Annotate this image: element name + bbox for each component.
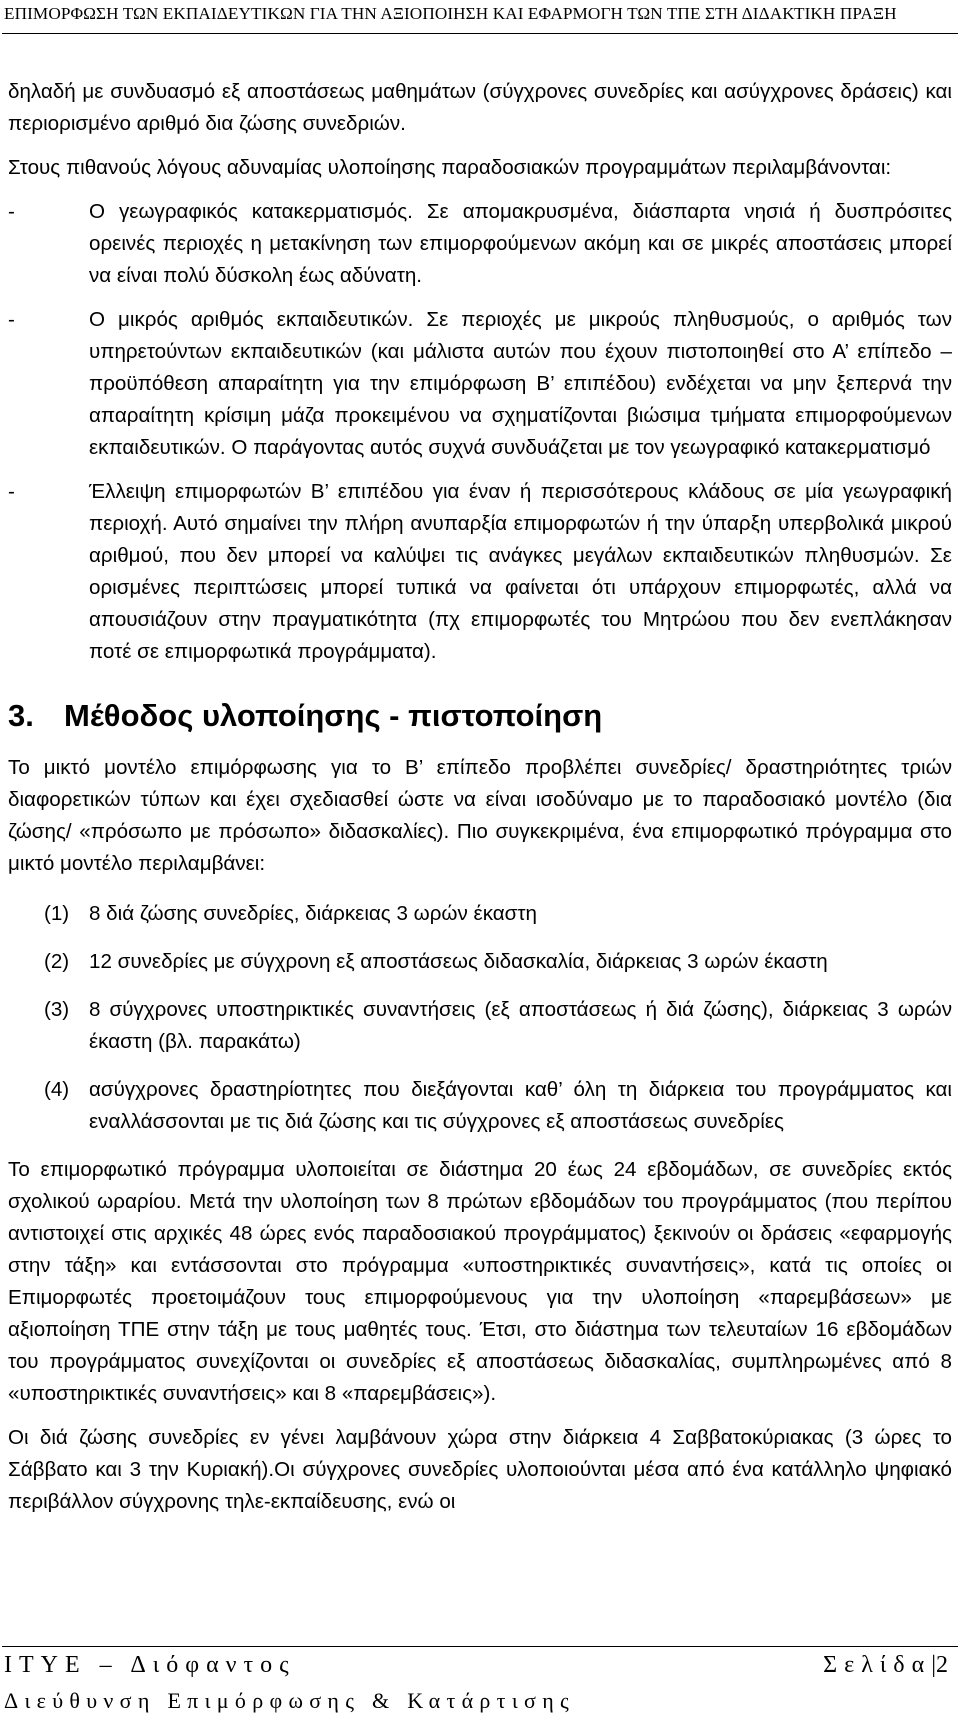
reasons-intro-paragraph: Στους πιθανούς λόγους αδυναμίας υλοποίησης παραδοσιακών προγραμμάτων περιλαμβάνονται: xyxy=(8,156,892,179)
bullet-item-few-teachers xyxy=(8,304,952,464)
final-paragraph: Οι διά ζώσης συνεδρίες εν γένει λαμβάνουν χώρα στην διάρκεια 4 Σαββατοκύριακας (3 ώρες το Σάββατο και 3 την Κυριακή).Οι σύγχρονες συνεδρίες υλοποιούνται μέσα από ένα κατάλληλο ψηφιακό περιβάλλον σύγχρονης τηλε-εκπαίδευσης, ενώ οι xyxy=(8,1426,952,1513)
bullet-dash: - xyxy=(8,200,15,223)
numbered-item xyxy=(8,1074,952,1138)
page-number: 2 xyxy=(936,1652,948,1678)
method-intro-paragraph: Το μικτό μοντέλο επιμόρφωσης για το Β’ επίπεδο προβλέπει συνεδρίες/ δραστηριότητες τριών διαφορετικών τύπων και έχει σχεδιασθεί ώστε να είναι ισοδύναμο με το παραδοσιακό μοντέλο (δια ζώσης/ «πρόσωπο με πρόσωπο» διδασκαλίες). Πιο συγκεκριμένα, ένα επιμορφωτικό πρόγραμμα στο μικτό μοντέλο περιλαμβάνει: xyxy=(8,756,952,875)
header-rule xyxy=(2,33,958,34)
page-label: Σελίδα xyxy=(823,1652,932,1678)
bullet-text: Ο μικρός αριθμός εκπαιδευτικών. Σε περιοχές με μικρούς πληθυσμούς, ο αριθμός των υπηρετούντων εκπαιδευτικών (και μάλιστα αυτών που έχουν πιστοποιηθεί στο Α’ επίπεδο – προϋπόθεση απαραίτητη για την επιμόρφωση Β’ επιπέδου) ενδέχεται να μην ξεπερνά την απαραίτητη κρίσιμη μάζα προκειμένου να σχηματίζονται βιώσιμα τμήματα επιμορφούμενων εκπαιδευτικών. Ο παράγοντας αυτός συχνά συνδυάζεται με τον γεωγραφικό κατακερματισμό xyxy=(89,308,952,459)
page-footer xyxy=(0,1646,960,1727)
footer-department: Διεύθυνση Επιμόρφωσης & Κατάρτισης xyxy=(4,1688,576,1713)
section-title: Μέθοδος υλοποίησης - πιστοποίηση xyxy=(64,698,603,733)
bullet-dash: - xyxy=(8,308,15,331)
bullet-item-geography xyxy=(8,196,952,292)
page-header xyxy=(0,0,960,38)
bullet-item-lack-of-trainers xyxy=(8,476,952,668)
item-text: 8 διά ζώσης συνεδρίες, διάρκειας 3 ωρών έκαστη xyxy=(89,902,537,925)
item-number: (4) xyxy=(44,1078,70,1101)
bullet-text: Έλλειψη επιμορφωτών Β’ επιπέδου για έναν ή περισσότερους κλάδους σε μία γεωγραφική περιοχή. Αυτό σημαίνει την πλήρη ανυπαρξία επιμορφωτών ή την ύπαρξη υπερβολικά μικρού αριθμού, που δεν μπορεί να καλύψει τις ανάγκες μεγάλων εκπαιδευτικών πληθυσμών. Σε ορισμένες περιπτώσεις μπορεί τυπικά να φαίνεται ότι υπάρχουν επιμορφωτές, αλλά να απουσιάζουν στην πραγματικότητα (πχ επιμορφωτές του Μητρώου που δεν ενεπλάκησαν ποτέ σε επιμορφωτικά προγράμματα). xyxy=(89,480,952,663)
page-separator: | xyxy=(931,1652,936,1678)
footer-rule xyxy=(2,1646,958,1647)
section-heading xyxy=(8,696,952,736)
item-number: (2) xyxy=(44,950,70,973)
running-header-title: ΕΠΙΜΟΡΦΩΣΗ ΤΩΝ ΕΚΠΑΙΔΕΥΤΙΚΩΝ ΓΙΑ ΤΗΝ ΑΞΙΟΠΟΙΗΣΗ ΚΑΙ ΕΦΑΡΜΟΓΗ ΤΩΝ ΤΠΕ ΣΤΗ ΔΙΔΑΚΤΙΚΗ ΠΡΑΞΗ xyxy=(4,4,897,23)
item-text: 12 συνεδρίες με σύγχρονη εξ αποστάσεως διδασκαλία, διάρκειας 3 ωρών έκαστη xyxy=(89,950,828,973)
numbered-item xyxy=(8,994,952,1058)
footer-organization: ΙΤΥΕ – Διόφαντος xyxy=(4,1652,296,1678)
item-text: 8 σύγχρονες υποστηρικτικές συναντήσεις (εξ αποστάσεως ή διά ζώσης), διάρκειας 3 ωρών έκαστη (βλ. παρακάτω) xyxy=(89,998,952,1053)
bullet-text: Ο γεωγραφικός κατακερματισμός. Σε απομακρυσμένα, διάσπαρτα νησιά ή δυσπρόσιτες ορεινές περιοχές η μετακίνηση των επιμορφούμενων ακόμη και σε μικρές αποστάσεις μπορεί να είναι πολύ δύσκολη έως αδύνατη. xyxy=(89,200,952,287)
intro-continuation-paragraph: δηλαδή με συνδυασμό εξ αποστάσεως μαθημάτων (σύγχρονες συνεδρίες και ασύγχρονες δράσεις) και περιορισμένο αριθμό δια ζώσης συνεδριών. xyxy=(8,80,952,135)
section-number: 3. xyxy=(8,698,34,733)
numbered-item xyxy=(8,898,952,930)
item-text: ασύγχρονες δραστηρίοτητες που διεξάγονται καθ’ όλη τη διάρκεια του προγράμματος και εναλλάσσονται με τις διά ζώσης και τις σύγχρονες εξ αποστάσεως συνεδρίες xyxy=(89,1078,952,1133)
numbered-list xyxy=(8,898,952,1138)
item-number: (1) xyxy=(44,902,70,925)
numbered-item xyxy=(8,946,952,978)
item-number: (3) xyxy=(44,998,70,1021)
bullet-dash: - xyxy=(8,480,15,503)
program-paragraph: Το επιμορφωτικό πρόγραμμα υλοποιείται σε διάστημα 20 έως 24 εβδομάδων, σε συνεδρίες εκτός σχολικού ωραρίου. Μετά την υλοποίηση των 8 πρώτων εβδομάδων του προγράμματος (που περίπου αντιστοιχεί στις αρχικές 48 ώρες ενός παραδοσιακού προγράμματος) ξεκινούν οι δράσεις «εφαρμογής στην τάξη» και εντάσσονται στο πρόγραμμα «υποστηρικτικές συναντήσεις», κατά τις οποίες οι Επιμορφωτές προετοιμάζουν τους επιμορφούμενους για την υλοποίηση «παρεμβάσεων» με αξιοποίηση ΤΠΕ στην τάξη με τους μαθητές τους. Έτσι, στο διάστημα των τελευταίων 16 εβδομάδων του προγράμματος συνεχίζονται οι συνεδρίες εξ αποστάσεως διδασκαλίας, συμπληρωμένες από 8 «υποστηρικτικές συναντήσεις» και 8 «παρεμβάσεις»). xyxy=(8,1158,952,1405)
page-number-block xyxy=(823,1652,948,1679)
document-body xyxy=(8,76,952,1518)
